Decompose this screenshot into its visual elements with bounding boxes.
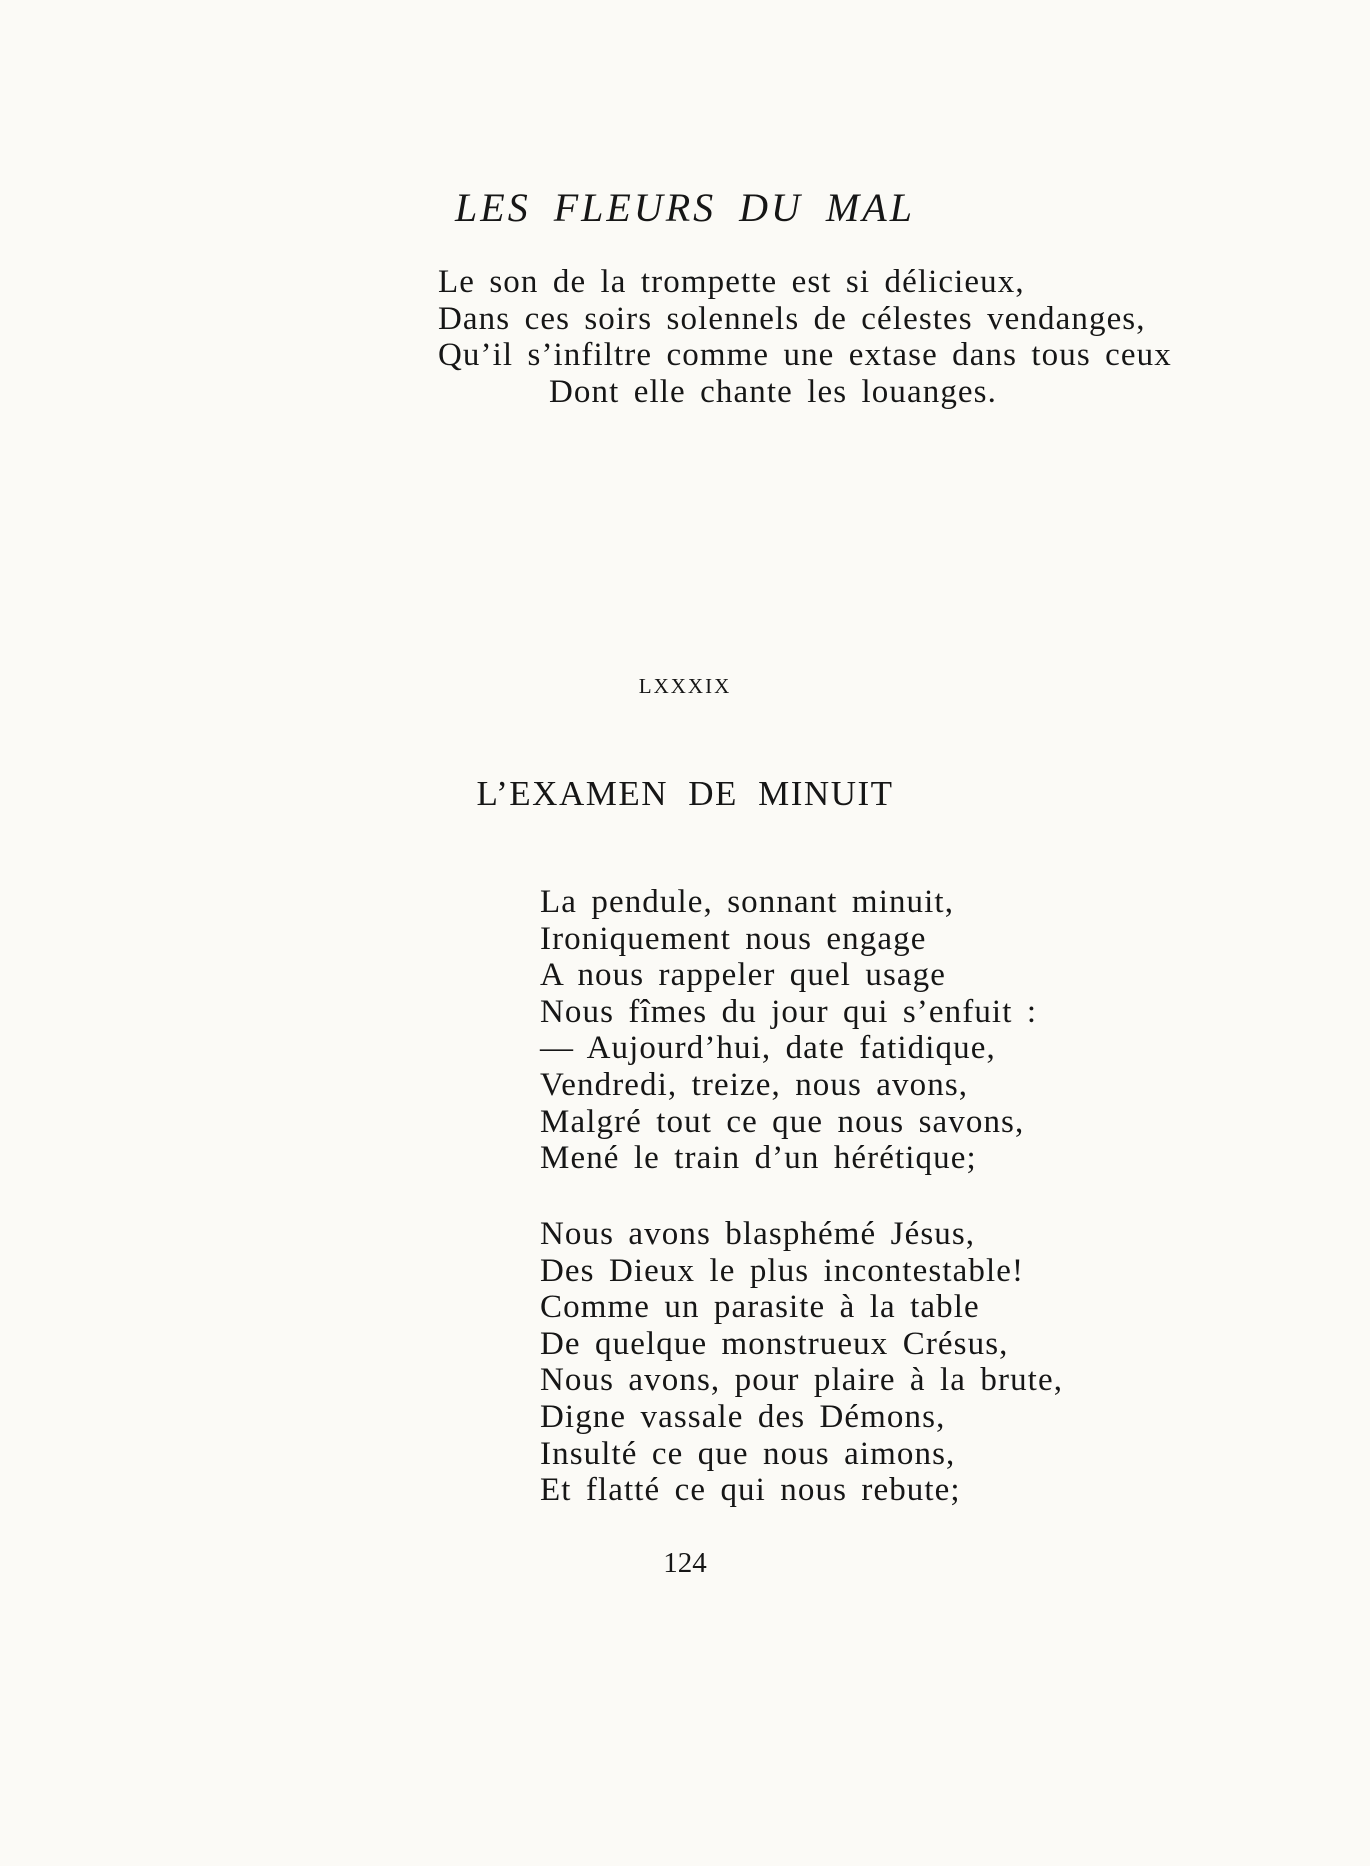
verse-line: — Aujourd’hui, date fatidique,	[540, 1030, 996, 1067]
page-number: 124	[663, 1547, 707, 1579]
verse-line: Comme un parasite à la table	[540, 1289, 980, 1326]
poem-title: L’EXAMEN DE MINUIT	[476, 774, 894, 813]
stanza-1	[540, 884, 1037, 1177]
verse-line: De quelque monstrueux Crésus,	[540, 1325, 1009, 1362]
verse-line: Digne vassale des Démons,	[540, 1398, 946, 1435]
verse-line: Dans ces soirs solennels de célestes vendanges,	[438, 300, 1146, 337]
verse-line: La pendule, sonnant minuit,	[540, 884, 955, 920]
verse-line: Qu’il s’infiltre comme une extase dans tous ceux	[438, 337, 1172, 374]
verse-line: Vendredi, treize, nous avons,	[540, 1066, 969, 1103]
verse-line: Des Dieux le plus incontestable!	[540, 1252, 1025, 1289]
verse-line: Insulté ce que nous aimons,	[540, 1435, 956, 1472]
verse-line: Et flatté ce qui nous rebute;	[540, 1472, 961, 1509]
stanza-2	[540, 1216, 1063, 1509]
poem-number: LXXXIX	[638, 674, 732, 698]
verse-line: Nous avons blasphémé Jésus,	[540, 1216, 976, 1252]
verse-line: Dont elle chante les louanges.	[549, 373, 997, 410]
verse-line: Malgré tout ce que nous savons,	[540, 1103, 1025, 1140]
verse-line: Ironiquement nous engage	[540, 920, 927, 957]
verse-line: Le son de la trompette est si délicieux,	[438, 264, 1025, 300]
verse-line: A nous rappeler quel usage	[540, 957, 946, 994]
running-head: LES FLEURS DU MAL	[455, 185, 915, 230]
verse-line: Nous avons, pour plaire à la brute,	[540, 1362, 1064, 1399]
preceding-poem-stanza	[438, 264, 1172, 410]
verse-line: Nous fîmes du jour qui s’enfuit :	[540, 993, 1038, 1030]
verse-line: Mené le train d’un hérétique;	[540, 1140, 977, 1177]
